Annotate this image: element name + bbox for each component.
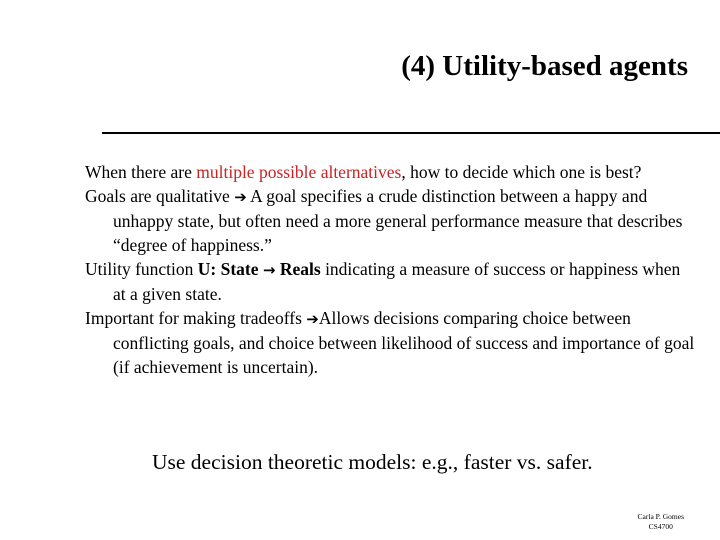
bullet-text: Goals are qualitative xyxy=(85,186,235,206)
bullet-list xyxy=(85,160,695,379)
right-arrow-icon: ➔ xyxy=(306,310,319,328)
highlight-text: multiple possible alternatives xyxy=(196,162,402,182)
bullet-text: Important for making tradeoffs xyxy=(85,308,307,328)
bullet-text: Allows decisions comparing choice between conflicting goals, and choice between likelihood of success and importance of goal (if achievement is uncertain). xyxy=(113,308,695,377)
bullet-text: A goal specifies a crude distinction between a happy and unhappy state, but often need a more general performance measure that describes “degree of happiness.” xyxy=(113,186,683,255)
title-divider xyxy=(102,132,720,134)
footer-course: CS4700 xyxy=(648,522,673,531)
bullet-item-goals xyxy=(85,184,695,257)
bullet-item-alternatives xyxy=(85,160,695,184)
bullet-text: When there are xyxy=(85,162,197,182)
right-arrow-icon: → xyxy=(262,261,276,279)
slide-title: (4) Utility-based agents xyxy=(401,50,688,82)
bullet-item-tradeoffs xyxy=(85,306,695,379)
bullet-item-utility-function xyxy=(85,257,695,306)
bullet-text: , how to decide which one is best? xyxy=(401,162,642,182)
bullet-text: indicating a measure of success or happiness when at a given state. xyxy=(113,259,681,304)
bold-text: U: State xyxy=(197,259,263,279)
bold-text: Reals xyxy=(275,259,321,279)
right-arrow-icon: ➔ xyxy=(234,188,247,206)
conclusion-text: Use decision theoretic models: e.g., faster vs. safer. xyxy=(152,450,593,474)
slide-footer xyxy=(638,512,684,532)
bullet-text: Utility function xyxy=(85,259,198,279)
footer-author: Carla P. Gomes xyxy=(637,512,684,521)
